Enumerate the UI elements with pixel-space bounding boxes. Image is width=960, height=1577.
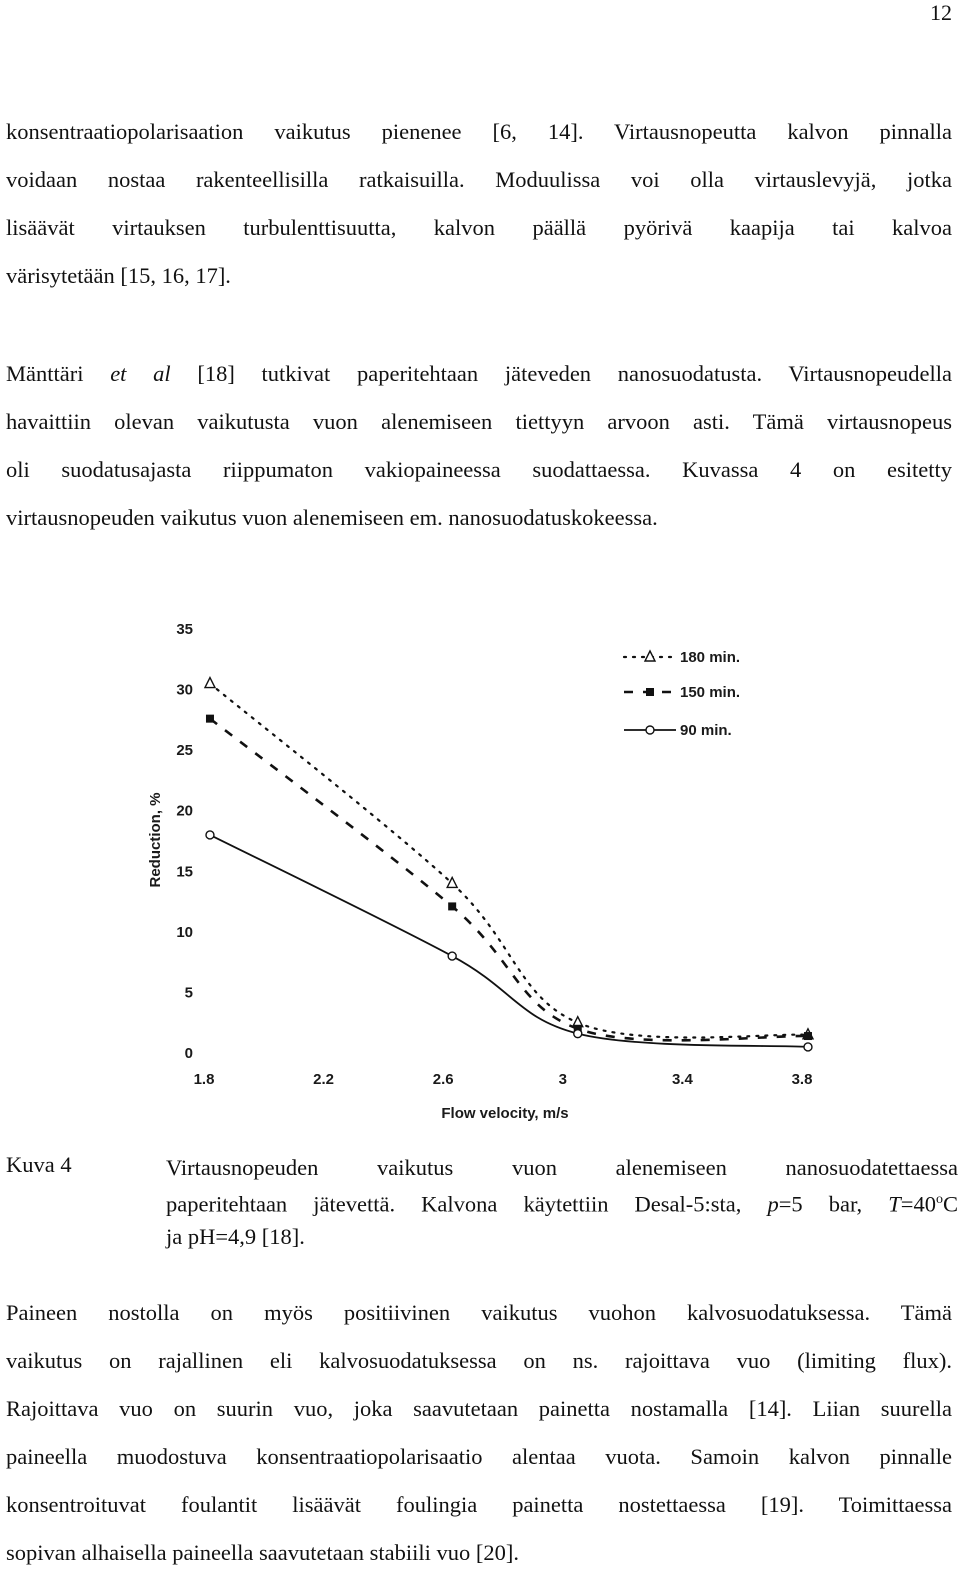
x-axis-title: Flow velocity, m/s <box>441 1105 569 1122</box>
italic-text: p <box>767 1191 779 1217</box>
data-point-square <box>206 715 214 723</box>
caption-line <box>166 1184 958 1221</box>
legend-marker <box>646 726 654 734</box>
y-tick-label: 10 <box>176 923 193 941</box>
legend-label: 180 min. <box>680 649 741 666</box>
data-point-circle <box>206 831 214 839</box>
y-tick-label: 0 <box>184 1045 193 1062</box>
y-tick-label: 5 <box>184 984 193 1002</box>
caption-line: Virtausnopeuden vaikutus vuon alenemiseen nanosuodatettaessa <box>166 1155 958 1180</box>
text-segment: [18] tutkivat paperitehtaan jäteveden nanosuodatusta. Virtausnopeudella <box>170 361 952 386</box>
y-tick-label: 20 <box>176 802 193 820</box>
text-line: voidaan nostaa rakenteellisilla ratkaisuilla. Moduulissa voi olla virtauslevyjä, jotka <box>6 167 952 192</box>
data-point-square <box>448 902 456 910</box>
y-tick-label: 35 <box>176 621 193 638</box>
series-line-solid <box>210 835 808 1047</box>
data-point-circle <box>448 952 456 960</box>
text-line: Paineen nostolla on myös positiivinen vaikutus vuohon kalvosuodatuksessa. Tämä <box>6 1300 952 1325</box>
legend-label: 90 min. <box>680 722 732 739</box>
text-line: sopivan alhaisella paineella saavutetaan stabiili vuo [20]. <box>6 1540 519 1565</box>
caption-line: ja pH=4,9 [18]. <box>166 1223 305 1249</box>
x-tick-label: 3.4 <box>671 1071 693 1088</box>
text-line: konsentroituvat foulantit lisäävät foulingia painetta nostettaessa [19]. Toimittaessa <box>6 1492 952 1517</box>
y-tick-label: 25 <box>176 742 193 760</box>
data-point-square <box>804 1032 812 1040</box>
text-segment: C <box>942 1191 958 1217</box>
legend-marker <box>646 688 654 696</box>
caption-label: Kuva 4 <box>6 1152 72 1177</box>
y-tick-label: 15 <box>176 863 193 881</box>
legend-label: 150 min. <box>680 684 741 701</box>
degree-sign: o <box>935 1192 943 1207</box>
text-line: havaittiin olevan vaikutusta vuon alenemiseen tiettyyn arvoon asti. Tämä virtausnopeus <box>6 409 952 434</box>
text-line: paineella muodostuva konsentraatiopolarisaatio alentaa vuota. Samoin kalvon pinnalle <box>6 1444 952 1469</box>
data-point-circle <box>804 1043 812 1051</box>
caption-text <box>166 1152 958 1253</box>
x-tick-label: 1.8 <box>193 1071 215 1088</box>
legend-marker <box>645 651 655 661</box>
page-number: 12 <box>930 0 952 25</box>
x-tick-label: 2.6 <box>432 1071 454 1088</box>
data-point-circle <box>574 1030 582 1038</box>
text-line: vaikutus on rajallinen eli kalvosuodatuksessa on ns. rajoittava vuo (limiting flux). <box>6 1348 952 1373</box>
x-tick-label: 3.8 <box>791 1071 813 1088</box>
text-segment: =40 <box>900 1191 936 1217</box>
italic-text: et al <box>110 361 171 386</box>
text-segment: =5 bar, <box>778 1191 889 1217</box>
text-segment: Mänttäri <box>6 361 111 386</box>
text-line: Rajoittava vuo on suurin vuo, joka saavutetaan painetta nostamalla [14]. Liian suurella <box>6 1396 952 1421</box>
y-axis-title: Reduction, % <box>147 792 164 888</box>
text-line: oli suodatusajasta riippumaton vakiopaineessa suodattaessa. Kuvassa 4 on esitetty <box>6 457 952 482</box>
paragraph-3 <box>6 1289 952 1577</box>
italic-text: T <box>888 1191 901 1217</box>
text-line: lisäävät virtauksen turbulenttisuutta, kalvon päällä pyörivä kaapija tai kalvoa <box>6 215 952 240</box>
y-tick-label: 30 <box>176 681 193 699</box>
text-line: värisytetään [15, 16, 17]. <box>6 263 231 288</box>
text-line: virtausnopeuden vaikutus vuon alenemiseen em. nanosuodatuskokeessa. <box>6 505 658 530</box>
text-segment: paperitehtaan jätevettä. Kalvona käytettiin Desal-5:sta, <box>166 1191 768 1217</box>
text-line: konsentraatiopolarisaation vaikutus pienenee [6, 14]. Virtausnopeutta kalvon pinnalla <box>6 119 952 144</box>
x-tick-label: 3 <box>558 1071 567 1088</box>
x-tick-label: 2.2 <box>313 1071 335 1088</box>
data-point-triangle <box>205 678 215 688</box>
